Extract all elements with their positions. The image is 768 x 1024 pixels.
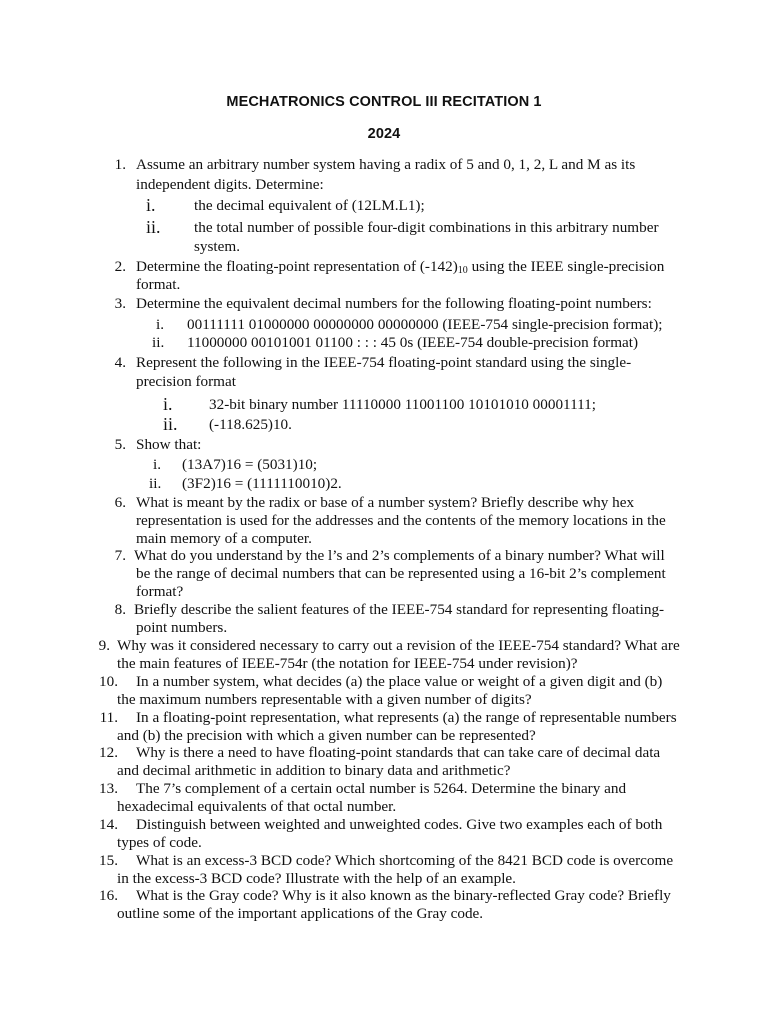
question-text: main memory of a computer.: [136, 530, 312, 547]
question-text: format.: [136, 276, 181, 293]
question-number: 9.: [98, 637, 110, 654]
question-text: Determine the equivalent decimal numbers for the following floating-point numbers:: [136, 295, 652, 312]
question-text: What is an excess-3 BCD code? Which shortcoming of the 8421 BCD code is overcome: [136, 852, 674, 869]
question-text: types of code.: [117, 834, 202, 851]
subitem-number: i.: [163, 394, 173, 414]
subitem-text: (-118.625)10.: [209, 416, 292, 433]
subitem-text: 11000000 00101001 01100 : : : 45 0s (IEEE-754 double-precision format): [187, 334, 639, 351]
question-text: Represent the following in the IEEE-754 floating-point standard using the single-: [136, 354, 632, 371]
subitem-number: i.: [153, 456, 162, 473]
document-year: 2024: [367, 126, 401, 142]
subitem-text: (13A7)16 = (5031)10;: [182, 456, 318, 473]
subitem-number: i.: [156, 316, 165, 333]
subitem-text: 32-bit binary number 11110000 11001100 10101010 00001111;: [209, 396, 596, 413]
question-text: In a floating-point representation, what represents (a) the range of representable numbers: [136, 709, 677, 726]
question-text: Briefly describe the salient features of the IEEE-754 standard for representing floating-: [134, 601, 665, 618]
question-text: independent digits. Determine:: [136, 176, 324, 193]
question-number: 14.: [99, 816, 118, 833]
question-number: 11.: [99, 709, 118, 726]
question-text: Determine the floating-point representation of $(-142)_{10}$ using the IEEE single-precision: [136, 258, 665, 276]
question-text: be the range of decimal numbers that can be represented using a 16-bit 2’s complement: [136, 565, 666, 582]
subitem-number: i.: [146, 195, 156, 215]
subitem-text: (3F2)16 = (1111110010)2.: [182, 475, 342, 492]
subitem-text: the decimal equivalent of (12LM.L1);: [194, 197, 425, 214]
question-number: 8.: [114, 601, 126, 618]
question-text: What do you understand by the l’s and 2’s complements of a binary number? What will: [134, 547, 665, 564]
question-text: outline some of the important applications of the Gray code.: [117, 905, 484, 922]
document-title: MECHATRONICS CONTROL III RECITATION 1: [226, 94, 542, 110]
question-number: 6.: [114, 494, 126, 511]
question-number: 4.: [114, 354, 126, 371]
subitem-text: system.: [194, 238, 240, 255]
question-number: 10.: [99, 673, 118, 690]
question-number: 7.: [114, 547, 126, 564]
question-text: What is meant by the radix or base of a number system? Briefly describe why hex: [136, 494, 635, 511]
question-text: Show that:: [136, 436, 202, 453]
question-text: What is the Gray code? Why is it also known as the binary-reflected Gray code? Briefly: [136, 887, 671, 904]
question-number: 16.: [99, 887, 118, 904]
question-number: 15.: [99, 852, 118, 869]
question-number: 2.: [114, 258, 126, 275]
question-text: The 7’s complement of a certain octal number is 5264. Determine the binary and: [136, 780, 627, 797]
question-number: 13.: [99, 780, 118, 797]
subitem-text: the total number of possible four-digit combinations in this arbitrary number: [194, 219, 659, 236]
question-text: Why was it considered necessary to carry out a revision of the IEEE-754 standard? What are: [117, 637, 680, 654]
question-text: point numbers.: [136, 619, 228, 636]
subitem-number: ii.: [152, 334, 165, 351]
question-text: format?: [136, 583, 184, 600]
question-text: In a number system, what decides (a) the place value or weight of a given digit and (b): [136, 673, 663, 690]
question-text: hexadecimal equivalents of that octal number.: [117, 798, 397, 815]
question-number: 5.: [114, 436, 126, 453]
question-text: representation is used for the addresses and the contents of the memory locations in the: [136, 512, 666, 529]
subitem-text: 00111111 01000000 00000000 00000000 (IEEE-754 single-precision format);: [187, 316, 663, 333]
question-number: 3.: [114, 295, 126, 312]
question-text: in the excess-3 BCD code? Illustrate with the help of an example.: [117, 870, 516, 887]
subitem-number: ii.: [149, 475, 162, 492]
question-text: precision format: [136, 373, 236, 390]
question-text: and decimal arithmetic in addition to binary data and arithmetic?: [117, 762, 511, 779]
question-text: and (b) the precision with which a given number can be represented?: [117, 727, 536, 744]
question-text: Why is there a need to have floating-point standards that can take care of decimal data: [136, 744, 661, 761]
subitem-number: ii.: [163, 414, 178, 434]
question-text: Assume an arbitrary number system having a radix of 5 and 0, 1, 2, L and M as its: [136, 156, 636, 173]
subitem-number: ii.: [146, 217, 161, 237]
question-text: Distinguish between weighted and unweighted codes. Give two examples each of both: [136, 816, 663, 833]
question-text: the main features of IEEE-754r (the notation for IEEE-754 under revision)?: [117, 655, 578, 672]
question-number: 1.: [114, 156, 126, 173]
question-number: 12.: [99, 744, 118, 761]
question-text: the maximum numbers representable with a given number of digits?: [117, 691, 532, 708]
